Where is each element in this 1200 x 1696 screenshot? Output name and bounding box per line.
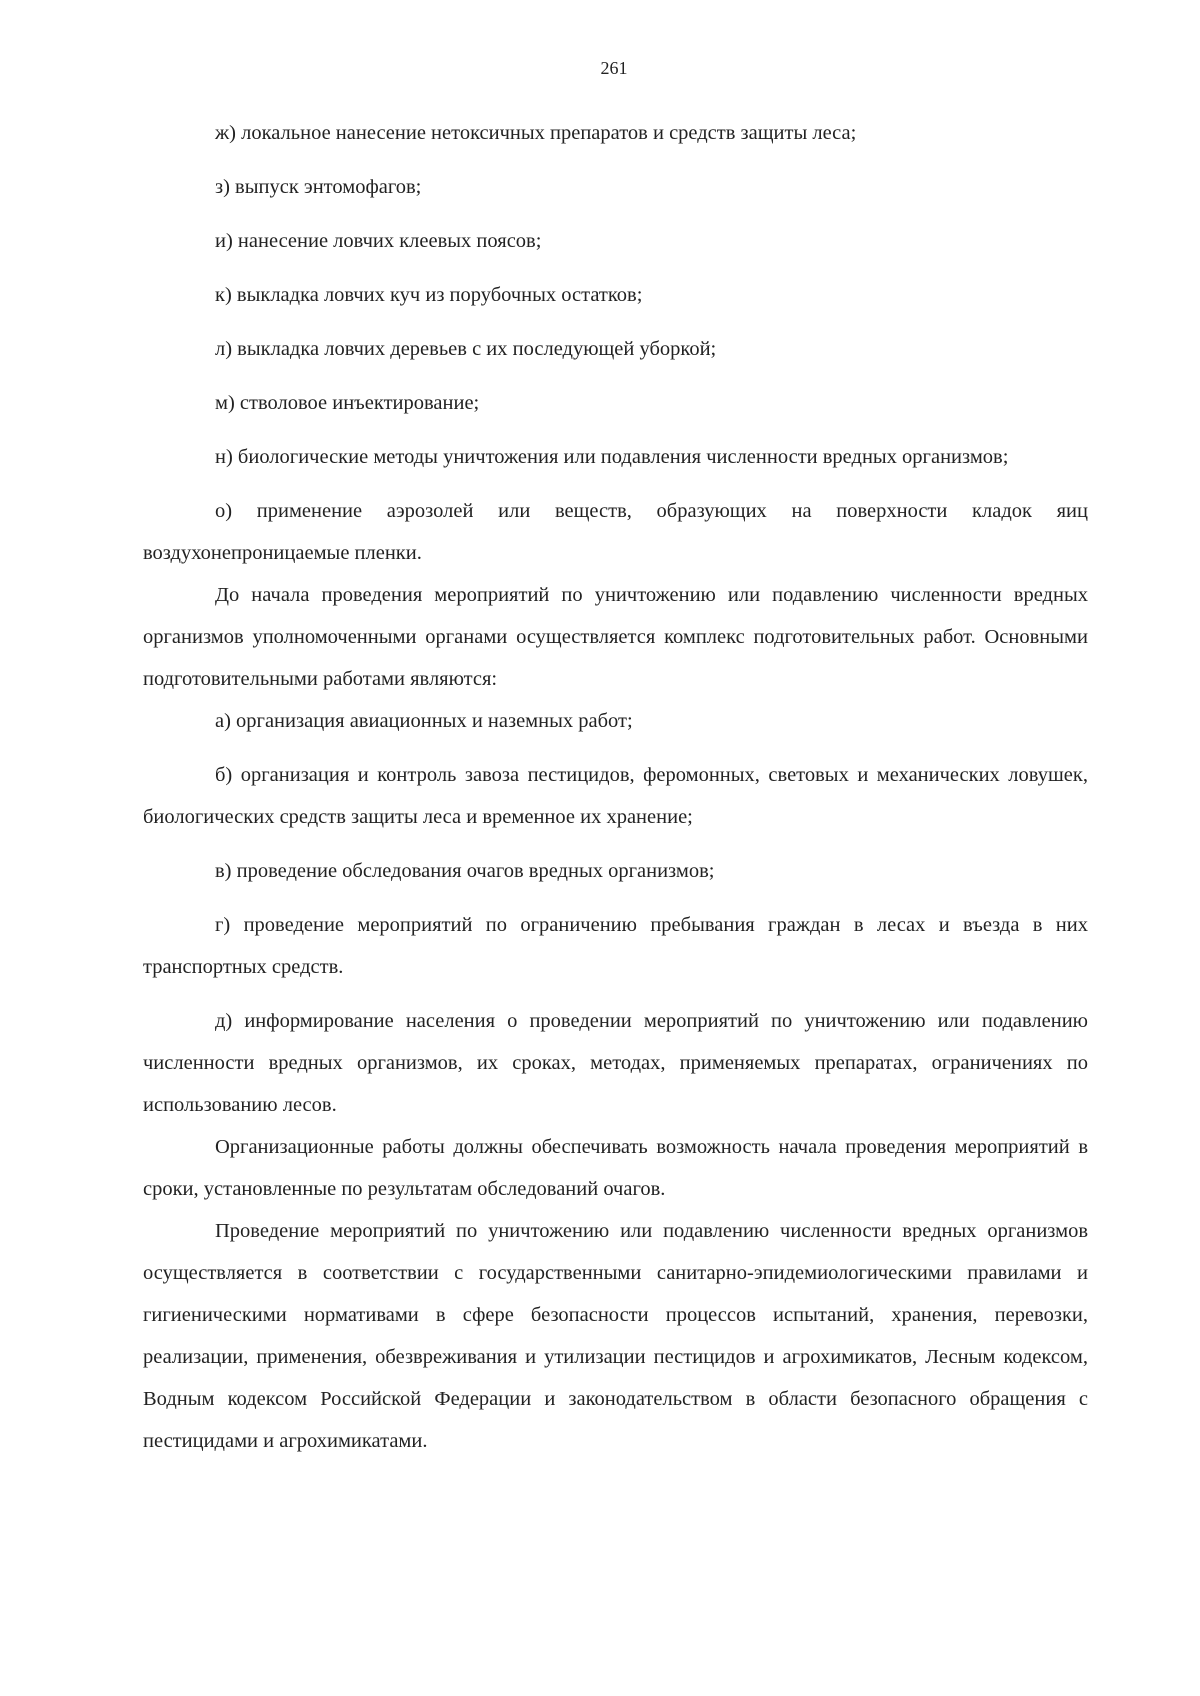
body-paragraph: До начала проведения мероприятий по уничтожению или подавлению численности вредных организмов уполномоченными органами осуществляется комплекс подготовительных работ. Основными подготовительными работами являются: [143,584,1088,690]
list-item: м) стволовое инъектирование; [215,392,480,414]
list-item: н) биологические методы уничтожения или подавления численности вредных организмов; [215,446,1009,468]
list-item: д) информирование населения о проведении мероприятий по уничтожению или подавлению численности вредных организмов, их сроках, методах, применяемых препаратах, ограничениях по использованию лесов. [143,1010,1088,1116]
list-item: г) проведение мероприятий по ограничению пребывания граждан в лесах и въезда в них транспортных средств. [143,914,1088,978]
body-paragraph: Проведение мероприятий по уничтожению или подавлению численности вредных организмов осуществляется в соответствии с государственными санитарно-эпидемиологическими правилами и гигиеническими нормативами в сфере безопасности процессов испытаний, хранения, перевозки, реализации, применения, обезвреживания и утилизации пестицидов и агрохимикатов, Лесным кодексом, Водным кодексом Российской Федерации и законодательством в области безопасного обращения с пестицидами и агрохимикатами. [143,1220,1088,1452]
page-number: 261 [600,58,628,78]
list-item: з) выпуск энтомофагов; [215,176,422,198]
list-item: о) применение аэрозолей или веществ, образующих на поверхности кладок яиц воздухонепроницаемые пленки. [143,500,1088,564]
list-item: б) организация и контроль завоза пестицидов, феромонных, световых и механических ловушек, биологических средств защиты леса и временное их хранение; [143,764,1088,828]
list-item: к) выкладка ловчих куч из порубочных остатков; [215,284,643,306]
list-item: а) организация авиационных и наземных работ; [215,710,633,732]
list-item: в) проведение обследования очагов вредных организмов; [215,860,715,882]
list-item: л) выкладка ловчих деревьев с их последующей уборкой; [215,338,717,360]
document-body [143,112,1088,1462]
body-paragraph: Организационные работы должны обеспечивать возможность начала проведения мероприятий в сроки, установленные по результатам обследований очагов. [143,1136,1088,1200]
list-item: и) нанесение ловчих клеевых поясов; [215,230,542,252]
list-item: ж) локальное нанесение нетоксичных препаратов и средств защиты леса; [215,122,857,144]
